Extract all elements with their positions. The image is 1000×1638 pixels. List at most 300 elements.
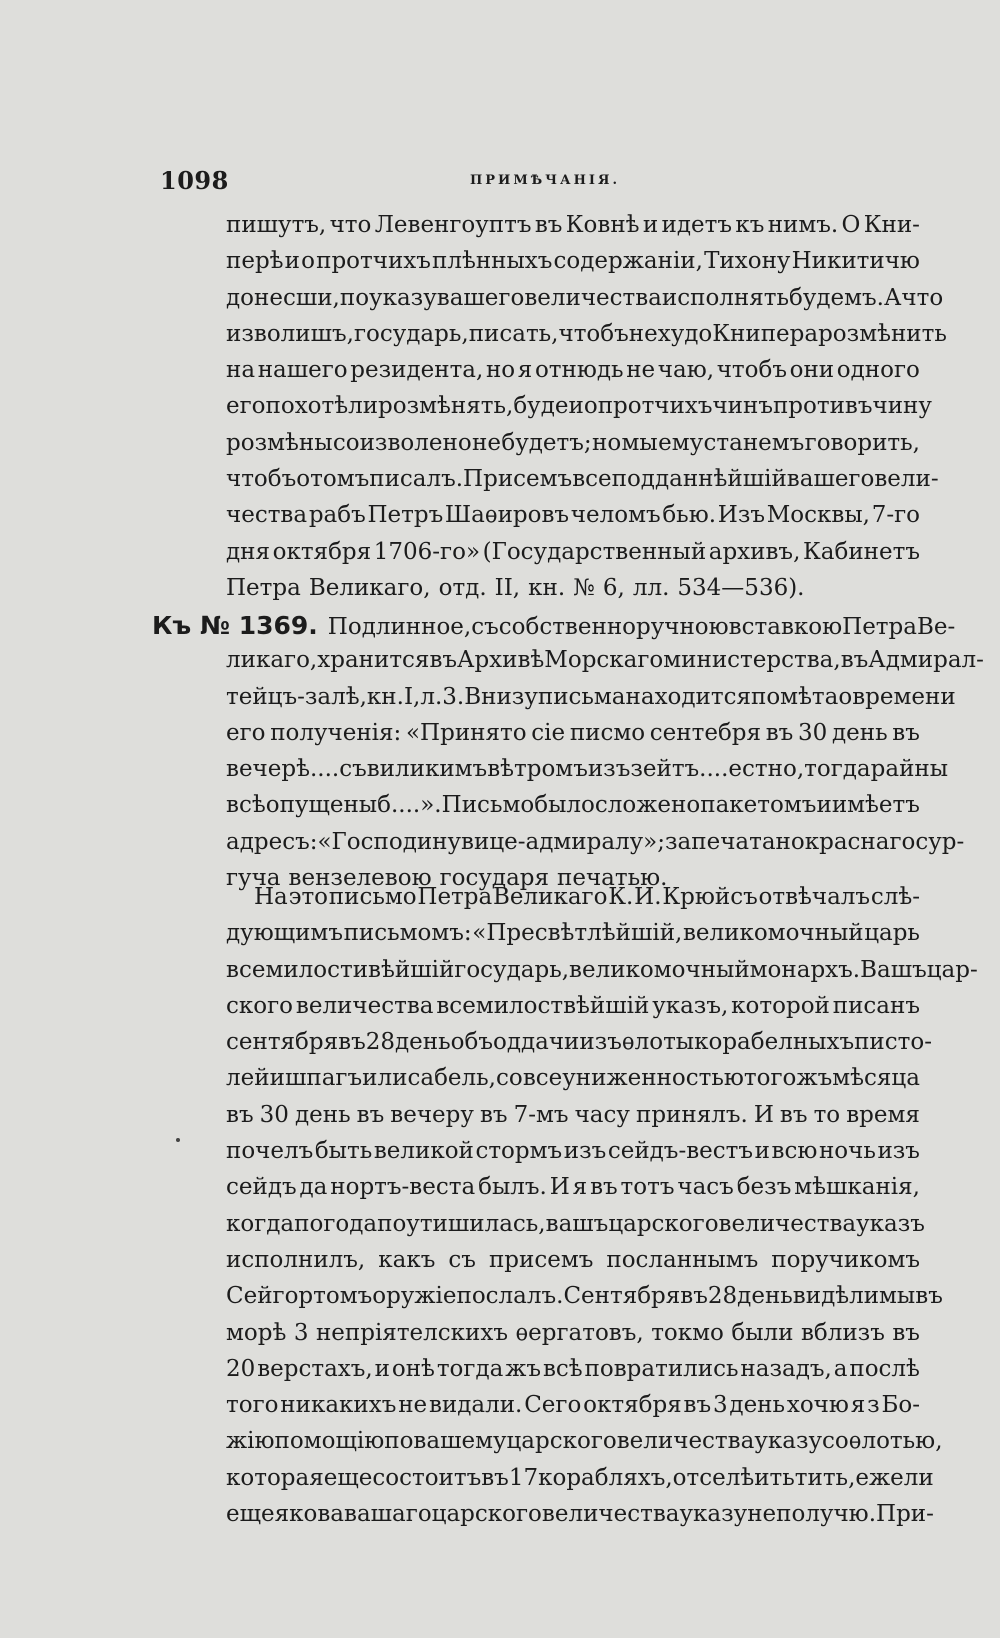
word: указу (679, 1501, 748, 1528)
word: государь, (454, 956, 570, 983)
word: величества (541, 1501, 680, 1528)
word: монархъ. (749, 956, 861, 983)
word: и (269, 1065, 285, 1092)
text-line (226, 720, 920, 756)
word: ему (658, 429, 704, 456)
word: онѣ (391, 1355, 435, 1382)
word: ночь (818, 1138, 876, 1165)
word: и (374, 1355, 390, 1382)
word: одного (836, 357, 920, 384)
word: тейцъ-залѣ, (226, 683, 367, 710)
text-line (226, 1029, 932, 1065)
word: писанъ (832, 992, 920, 1019)
word: корабляхъ, (538, 1464, 673, 1491)
word: 1706-го» (373, 538, 481, 565)
word: того (743, 1065, 797, 1092)
word: райны (870, 756, 949, 783)
word: лл. (632, 574, 670, 601)
word: Шаѳировъ (444, 502, 570, 529)
word: томъ (310, 466, 370, 493)
word: письмомъ: (343, 920, 472, 947)
word: что (558, 320, 601, 347)
word: всю (771, 1138, 818, 1165)
word: виликимъ (366, 756, 488, 783)
word: видѣли (792, 1283, 880, 1310)
word: царского (506, 1428, 617, 1455)
word: сур- (915, 828, 965, 855)
text-line (226, 502, 920, 538)
word: сіе (531, 719, 566, 746)
word: сейдъ (226, 1174, 297, 1201)
word: объ (450, 1029, 493, 1056)
word: видали. (428, 1392, 523, 1419)
text-line (226, 1320, 920, 1356)
paragraph-1 (226, 212, 947, 611)
word: и (568, 393, 584, 420)
word: когда (226, 1210, 295, 1237)
word: Петра (226, 574, 301, 601)
word: великомочный (569, 956, 750, 983)
word: I, (403, 683, 421, 710)
word: которой (731, 992, 830, 1019)
word: полученія: (270, 719, 402, 746)
word: ѳергатовъ, (515, 1319, 644, 1346)
word: вашего (786, 466, 875, 493)
word: всемилоствѣйшій (436, 992, 650, 1019)
word: письмо (328, 884, 417, 910)
word: время (846, 1101, 920, 1128)
text-line (226, 212, 920, 248)
word: сентября (226, 1029, 339, 1056)
word: повратились (584, 1355, 739, 1382)
text-line (226, 756, 949, 792)
word: Морскаго (544, 647, 664, 674)
word: безъ (736, 1174, 792, 1201)
word: перѣ (226, 248, 284, 275)
word: ежели (855, 1464, 934, 1491)
word: розмѣнить (818, 320, 947, 347)
word: Кни- (863, 212, 920, 238)
word: вашаго (344, 1501, 432, 1528)
word: отселѣ (672, 1464, 755, 1491)
word: протчихъ (597, 393, 713, 420)
word: Архивѣ (457, 647, 545, 674)
text-line (226, 792, 920, 828)
word: было (534, 792, 595, 819)
word: назадъ, (740, 1355, 832, 1382)
word: погода (294, 1210, 378, 1237)
word: худо (657, 320, 713, 347)
word: мы (621, 429, 658, 456)
word: которая (226, 1464, 324, 1491)
word: изъ (877, 1138, 920, 1165)
word: 17 (508, 1464, 539, 1491)
word: къ (735, 212, 765, 238)
running-head (160, 166, 920, 196)
word: о (301, 248, 315, 275)
word: 3 (712, 1392, 728, 1419)
word: тогда (804, 756, 871, 783)
word: розмѣнять, (378, 393, 514, 420)
word: и (284, 248, 301, 275)
word: вели- (874, 466, 939, 493)
word: чтобъ (716, 357, 787, 384)
word: всѣ (226, 792, 266, 819)
word: протчихъ (316, 248, 431, 275)
word: о (583, 393, 598, 420)
text-line (226, 1210, 925, 1247)
word: сентебря (649, 719, 762, 746)
word: не (628, 320, 658, 347)
word: Присемъ (463, 466, 573, 493)
word: запечатано (665, 828, 805, 855)
word: въ (590, 1174, 618, 1201)
word: вашему (413, 1428, 507, 1455)
word: еще (323, 1464, 373, 1491)
word: но (485, 357, 516, 384)
word: сабель, (407, 1065, 496, 1092)
word: по (339, 284, 370, 311)
word: великой (373, 1138, 474, 1165)
word: соизволено (332, 429, 472, 456)
word: сложено (594, 792, 701, 819)
reference-line (152, 611, 956, 647)
word: вензелевою (288, 865, 432, 892)
word: со (822, 1428, 849, 1455)
text-line (226, 539, 920, 575)
word: нашего (257, 357, 348, 384)
word: чтобъ (226, 466, 297, 493)
word: стормъ (475, 1138, 563, 1165)
word: указу (754, 1428, 823, 1455)
word: въ (892, 719, 920, 746)
word: быть (314, 1138, 373, 1165)
word: Великаго, (308, 574, 431, 601)
word: собственноручною (498, 614, 729, 640)
word: челомъ (570, 502, 661, 529)
word: въ (481, 1464, 509, 1491)
text-line (226, 248, 920, 284)
word: принялъ. (635, 1101, 748, 1128)
word: ѳлоты (621, 1029, 695, 1056)
word: Петръ (367, 502, 444, 529)
word: поутишилась, (377, 1210, 546, 1237)
word: Сейгортомъ (226, 1283, 373, 1310)
word: въ (680, 1283, 708, 1310)
word: жъ (796, 1065, 833, 1092)
word: о (296, 466, 311, 493)
word: буде (513, 393, 569, 420)
word: печатью. (557, 865, 668, 892)
word: При- (876, 1501, 934, 1528)
word: я (572, 1174, 588, 1201)
word: ѳлотью, (848, 1428, 943, 1455)
word: и (642, 212, 659, 238)
word: находится (625, 683, 751, 710)
word: донесши, (226, 284, 340, 311)
word: На (254, 884, 288, 910)
word: посланнымъ (606, 1246, 759, 1273)
word: Книпера (712, 320, 819, 347)
word: что (329, 212, 372, 238)
word: не (626, 357, 656, 384)
reference-label: Къ № 1369. (152, 611, 318, 640)
word: якова (274, 1501, 345, 1528)
word: отнюдь (534, 357, 624, 384)
word: я (517, 357, 533, 384)
word: 28 (707, 1283, 738, 1310)
word: 3 (293, 1319, 309, 1346)
text-line (226, 884, 920, 920)
word: 20 (226, 1355, 256, 1382)
word: послалъ. (456, 1283, 564, 1310)
word: ликаго, (226, 647, 318, 674)
text-line (226, 430, 920, 466)
word: противъ (772, 393, 873, 420)
word: въ (338, 1029, 366, 1056)
word: л. (420, 683, 443, 710)
word: слѣ- (870, 884, 920, 910)
text-line (226, 1356, 920, 1392)
word: шпагъ (285, 1065, 363, 1092)
word: вице-адмиралу»; (461, 828, 665, 855)
word: корабелныхъ (694, 1029, 855, 1056)
word: и (754, 1138, 770, 1165)
word: часу (574, 1101, 630, 1128)
word: царского (431, 1501, 542, 1528)
word: № (573, 574, 595, 601)
word: не (398, 1392, 428, 1419)
word: О (841, 212, 861, 238)
word: о (838, 683, 853, 710)
word: писмо (569, 719, 646, 746)
word: Ковнѣ (565, 212, 640, 238)
word: 30 (259, 1101, 289, 1128)
word: 7-мъ (513, 1101, 569, 1128)
word: съ (448, 1246, 476, 1273)
word: оддачи (492, 1029, 580, 1056)
word: они (789, 357, 835, 384)
word: день (831, 719, 888, 746)
text-line (226, 1065, 920, 1101)
text-line (226, 1428, 943, 1464)
word: какъ (378, 1246, 436, 1273)
word: это (288, 884, 329, 910)
word: 7-го (871, 502, 920, 529)
word: я (850, 1392, 866, 1419)
word: (Государственный (482, 538, 707, 565)
word: вечеру (390, 1101, 474, 1128)
word: гуча (226, 865, 281, 892)
word: верстахъ, (257, 1355, 373, 1382)
word: Вашъ (860, 956, 927, 983)
word: будетъ; (501, 429, 592, 456)
word: со (496, 1065, 523, 1092)
text-line (226, 1174, 920, 1210)
word: въ (356, 1101, 385, 1128)
word: Бо- (881, 1392, 920, 1419)
word: въ (429, 647, 458, 674)
word: з (867, 1392, 880, 1419)
paragraph-2 (226, 647, 984, 901)
word: величества (524, 284, 662, 311)
word: чаю, (657, 357, 715, 384)
word: плѣнныхъ (432, 248, 553, 275)
word: писать, (468, 320, 559, 347)
word: величества (295, 992, 434, 1019)
word: состоитъ (372, 1464, 482, 1491)
text-line (226, 1102, 920, 1138)
text-line (226, 575, 920, 611)
word: вставкою (728, 614, 843, 640)
word: никакихъ (280, 1392, 397, 1419)
word: былъ. (478, 1174, 547, 1201)
word: великомочный (682, 920, 864, 947)
word: указу (369, 284, 437, 311)
text-line (226, 993, 920, 1029)
paragraph-3 (226, 884, 978, 1537)
word: пишутъ, (226, 212, 327, 238)
word: по (384, 1428, 414, 1455)
word: изволишъ, (226, 320, 354, 347)
word: И (753, 1101, 774, 1128)
word: Подлинное, (327, 614, 472, 640)
word: розмѣны (226, 429, 333, 456)
word: тотъ (620, 1174, 675, 1201)
word: въ (479, 1101, 508, 1128)
word: почелъ (226, 1138, 314, 1165)
word: день (395, 1029, 451, 1056)
word: морѣ (226, 1319, 287, 1346)
word: цар- (926, 956, 978, 983)
word: Изъ (717, 502, 766, 529)
word: лей (226, 1065, 270, 1092)
word: Ве- (916, 614, 956, 640)
word: писалъ. (369, 466, 464, 493)
word: мы (879, 1283, 916, 1310)
word: его (226, 719, 266, 746)
word: К. (608, 884, 634, 910)
word: мѣшканія, (794, 1174, 920, 1201)
word: опущены (265, 792, 378, 819)
word: въ (534, 212, 563, 238)
word: послѣ (849, 1355, 920, 1382)
word: день (294, 1101, 351, 1128)
word: рабъ (308, 502, 366, 529)
word: величества (718, 1210, 857, 1237)
word: «Принято (405, 719, 527, 746)
word: исполнять (661, 284, 789, 311)
word: говорить, (804, 429, 920, 456)
word: кн. (366, 683, 404, 710)
word: исполнилъ, (226, 1246, 366, 1273)
word: министерства, (663, 647, 841, 674)
text-line (226, 1392, 920, 1428)
word: жію (226, 1428, 275, 1455)
word: тогда (436, 1355, 504, 1382)
word: б....». (377, 792, 442, 819)
word: 3. (442, 683, 465, 710)
word: резидента, (350, 357, 484, 384)
word: будемъ. (789, 284, 884, 311)
word: мѣсяца (832, 1065, 920, 1092)
text-line (226, 466, 939, 502)
word: Великаго (493, 884, 608, 910)
word: величества (616, 1428, 755, 1455)
word: день (729, 1392, 786, 1419)
word: вблизъ (800, 1319, 885, 1346)
word: всеподданнѣйшій (572, 466, 787, 493)
word: октября (272, 538, 372, 565)
word: съ (471, 614, 499, 640)
word: времени (852, 683, 956, 710)
word: указъ, (652, 992, 729, 1019)
word: отд. (438, 574, 487, 601)
word: вашего (436, 284, 525, 311)
word: Петра (417, 884, 493, 910)
text-line (226, 647, 984, 683)
word: письма (537, 683, 626, 710)
paragraph-2-first-line (152, 611, 956, 647)
word: государя (439, 865, 550, 892)
word: но (591, 429, 622, 456)
word: содержаніи, (553, 248, 703, 275)
word: всемилостивѣйшій (226, 956, 455, 983)
word: въ (892, 1319, 920, 1346)
word: бъ (600, 320, 629, 347)
word: не (747, 1501, 777, 1528)
word: адресъ: (226, 828, 318, 855)
word: И (549, 1174, 570, 1201)
word: царь (864, 920, 920, 947)
word: его (226, 393, 266, 420)
section-title: ПРИМѢЧАНІЯ. (470, 173, 620, 188)
text-line (226, 828, 965, 865)
word: дующимъ (226, 920, 343, 947)
word: бью. (662, 502, 717, 529)
word: нортъ-веста (330, 1174, 476, 1201)
word: сейдъ-вестъ (607, 1138, 754, 1165)
word: Крюйсъ (662, 884, 758, 910)
word: хочю (786, 1392, 849, 1419)
word: токмо (651, 1319, 724, 1346)
word: чину (872, 393, 932, 420)
word: 30 (798, 719, 828, 746)
word: на (226, 357, 256, 384)
word: жъ (505, 1355, 542, 1382)
word: кн. (528, 574, 566, 601)
word: ского (226, 992, 294, 1019)
word: нимъ. (767, 212, 839, 238)
text-line (226, 1464, 934, 1501)
word: писто- (854, 1029, 932, 1056)
word: имѣетъ (831, 792, 920, 819)
word: Кабинетъ (802, 538, 920, 565)
text-line (226, 956, 978, 993)
word: II, (494, 574, 521, 601)
word: оружіе (372, 1283, 457, 1310)
word: Левенгоуптъ (374, 212, 532, 238)
word: «Пресвѣтлѣйшій, (472, 920, 683, 947)
text-line (226, 1247, 920, 1283)
word: были (731, 1319, 794, 1346)
word: того (226, 1392, 279, 1419)
word: пакетомъ (700, 792, 817, 819)
word: помѣта (751, 683, 839, 710)
word: Сентября (563, 1283, 681, 1310)
word: и (816, 792, 832, 819)
word: похотѣли (265, 393, 379, 420)
